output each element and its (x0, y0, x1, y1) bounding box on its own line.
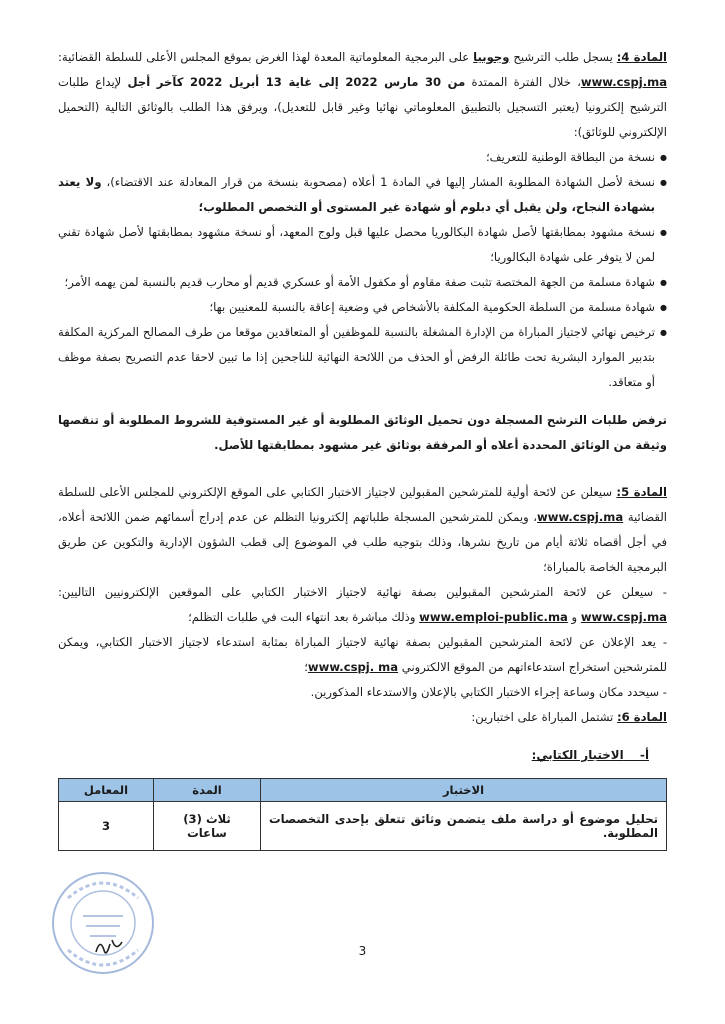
list-item: ● نسخة لأصل الشهادة المطلوبة المشار إليها في المادة 1 أعلاه (مصحوبة بنسخة من قرار المعادلة عند الاقتضاء)، ولا يعتد بشهادة النجاح، ولن يقبل أي دبلوم أو شهادة غير المستوى أو التخصص المطلوب؛ (58, 170, 667, 220)
article-6: المادة 6: تشتمل المباراة على اختبارين: (471, 710, 667, 724)
cell-duration: ثلاث (3) ساعات (154, 802, 261, 851)
cspj-link[interactable]: www.cspj.ma (580, 75, 668, 89)
article-4 (58, 45, 667, 395)
article-4-intro: المادة 4: يسجل طلب الترشيح وجوبيا على البرمجية المعلوماتية المعدة لهذا الغرض بموقع المجلس الأعلى للسلطة القضائية: www.cspj.ma، خلال الفترة الممتدة من 30 مارس 2022 إلى غاية 13 أبريل 2022 كآخر أجل لإيداع طلبات الترشيح إلكترونيا (يعتبر التسجيل بالتطبيق المعلوماتي نهائيا وغير قابل للتعديل)، ويرفق هذا الطلب بالوثائق التالية (التحميل الإلكتروني للوثائق): (58, 50, 668, 139)
table-row (59, 802, 667, 851)
article-5-intro: المادة 5: سيعلن عن لائحة أولية للمترشحين المقبولين لاجتياز الاختبار الكتابي على الموقع الإلكتروني للمجلس الأعلى للسلطة القضائية www.cspj.ma، ويمكن للمترشحين المسجلة طلباتهم إلكترونيا التظلم عن عدم إدراج أسمائهم ضمن اللائحة أعلاه، في أجل أقصاه ثلاثة أيام من تاريخ نشرها، وذلك بتوجيه طلب في الموضوع إلى قطب الشؤون الإدارية والتكوين عن طريق البرمجية الخاصة بالمباراة؛ (58, 485, 667, 574)
cspj-link[interactable]: www.cspj.ma (580, 610, 667, 624)
article-5 (58, 480, 667, 730)
list-item: - يعد الإعلان عن لائحة المترشحين المقبولين بصفة نهائية لاجتياز المباراة بمثابة استدعاء لاجتياز الاختبار الكتابي، ويمكن للمترشحين استخراج استدعاءاتهم من الموقع الالكتروني www.cspj. ma؛ (58, 635, 667, 674)
cell-exam: تحليل موضوع أو دراسة ملف يتضمن وثائق تتعلق بإحدى التخصصات المطلوبة. (261, 802, 667, 851)
header-duration: المدة (154, 779, 261, 802)
page-number: 3 (358, 944, 367, 958)
list-item: ● نسخة من البطاقة الوطنية للتعريف؛ (58, 145, 667, 170)
emploi-public-link[interactable]: www.emploi-public.ma (419, 610, 568, 624)
cspj-link[interactable]: www.cspj.ma (537, 510, 624, 524)
cell-coefficient: 3 (59, 802, 154, 851)
exam-table (58, 778, 667, 851)
list-item: ● شهادة مسلمة من السلطة الحكومية المكلفة بالأشخاص في وضعية إعاقة بالنسبة للمعنيين بها؛ (58, 295, 667, 320)
header-exam: الاختبار (261, 779, 667, 802)
article-5-label: المادة 5: (616, 485, 667, 499)
list-item: ● نسخة مشهود بمطابقتها لأصل شهادة البكالوريا محصل عليها قبل ولوج المعهد، أو نسخة مشهود بمطابقتها لأصل شهادة تقني لمن لا يتوفر على شهادة البكالوريا؛ (58, 220, 667, 270)
cspj-link[interactable]: www.cspj. ma (307, 660, 399, 674)
article-4-label: المادة 4: (616, 50, 668, 64)
header-coefficient: المعامل (59, 779, 154, 802)
table-header-row (59, 779, 667, 802)
list-item: ● شهادة مسلمة من الجهة المختصة تثبت صفة مقاوم أو مكفول الأمة أو عسكري قديم أو محارب قديم بالنسبة لمن يهمه الأمر؛ (58, 270, 667, 295)
rejection-note: ترفض طلبات الترشح المسجلة دون تحميل الوثائق المطلوبة أو غير المستوفية للشروط المطلوبة أو تنقصها وثيقة من الوثائق المحددة أعلاه أو المرفقة بوثائق غير مشهود بمطابقتها للأصل. (58, 413, 667, 452)
written-exam-heading: أ- الاختبار الكتابي: (531, 748, 649, 762)
article-6-label: المادة 6: (616, 710, 667, 724)
list-item: - سيعلن عن لائحة المترشحين المقبولين بصفة نهائية لاجتياز الاختبار الكتابي على الموقعين الإلكترونيين التاليين: www.cspj.ma و www.emploi-public.ma وذلك مباشرة بعد انتهاء البت في طلبات التظلم؛ (58, 585, 667, 624)
list-item: - سيحدد مكان وساعة إجراء الاختبار الكتابي بالإعلان والاستدعاء المذكورين. (310, 685, 667, 699)
document-page (58, 45, 667, 851)
list-item: ● ترخيص نهائي لاجتياز المباراة من الإدارة المشغلة بالنسبة للموظفين أو المتعاقدين موقعا من طرف المصالح المركزية المكلفة بتدبير الموارد البشرية تحت طائلة الرفض أو الحذف من اللائحة النهائية للناجحين إذا ما تبين لاحقا عدم التصريح بصفة موظف أو متعاقد. (58, 320, 667, 395)
